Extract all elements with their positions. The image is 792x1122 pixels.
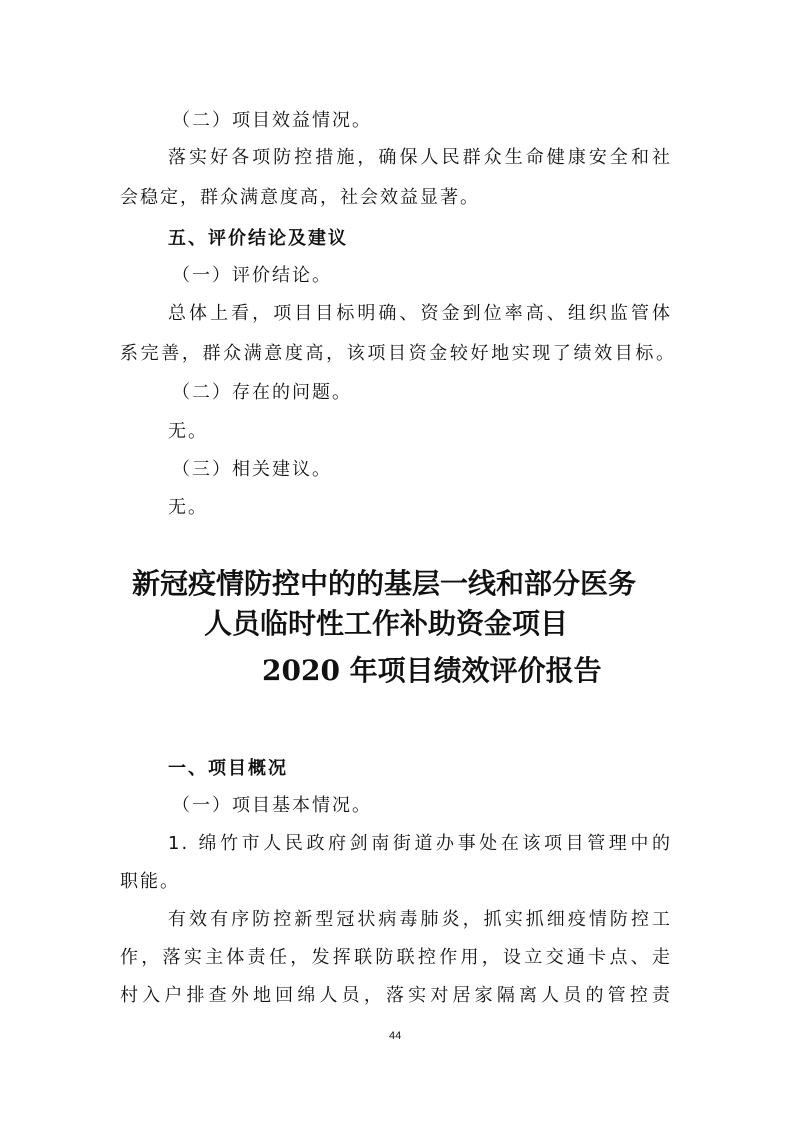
report-title-line-3: 2020 年项目绩效评价报告 xyxy=(262,654,602,687)
page-number: 44 xyxy=(389,1030,402,1042)
item-1-text-line-1: 1. 绵竹市人民政府剑南街道办事处在该项目管理中的 xyxy=(168,833,672,854)
report-title-line-1: 新冠疫情防控中的的基层一线和部分医务 xyxy=(132,567,637,600)
conclusion-text-line-1: 总体上看，项目目标明确、资金到位率高、组织监管体 xyxy=(168,303,672,324)
effective-text-line-2: 作，落实主体责任，发挥联防联控作用，设立交通卡点、走 xyxy=(120,947,672,968)
basic-info-heading: （一）项目基本情况。 xyxy=(172,795,372,816)
conclusion-text-line-2: 系完善，群众满意度高，该项目资金较好地实现了绩效目标。 xyxy=(120,343,676,364)
item-1-text-line-2: 职能。 xyxy=(120,871,180,892)
effective-text-line-1: 有效有序防控新型冠状病毒肺炎，抓实抓细疫情防控工 xyxy=(168,909,672,930)
problems-heading: （二）存在的问题。 xyxy=(172,382,352,403)
effective-text-line-3: 村入户排查外地回绵人员，落实对居家隔离人员的管控责 xyxy=(120,985,672,1006)
project-benefit-text-line-1: 落实好各项防控措施，确保人民群众生命健康安全和社 xyxy=(168,147,672,168)
problems-text: 无。 xyxy=(168,421,208,442)
project-benefit-text-line-2: 会稳定，群众满意度高，社会效益显著。 xyxy=(120,187,480,208)
section-1-heading: 一、项目概况 xyxy=(168,758,288,779)
section-5-heading: 五、评价结论及建议 xyxy=(168,228,348,249)
conclusion-heading: （一）评价结论。 xyxy=(172,265,332,286)
project-benefit-heading: （二）项目效益情况。 xyxy=(172,110,372,131)
report-title-line-2: 人员临时性工作补助资金项目 xyxy=(204,607,569,640)
suggestions-heading: （三）相关建议。 xyxy=(172,459,332,480)
suggestions-text: 无。 xyxy=(168,497,208,518)
